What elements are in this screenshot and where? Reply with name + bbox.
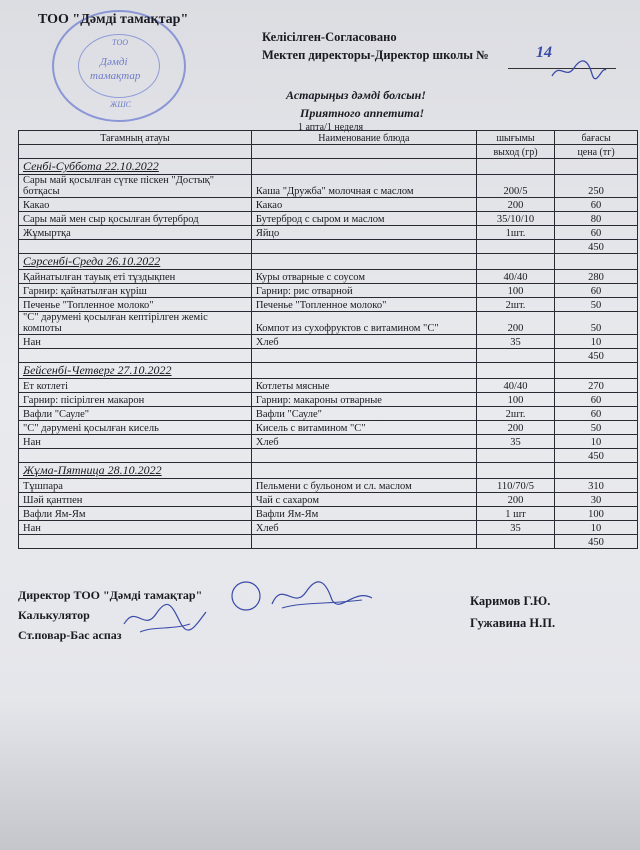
dish-name-ru: Хлеб <box>251 521 476 535</box>
dish-name-ru: Котлеты мясные <box>251 379 476 393</box>
dish-price: 50 <box>555 298 638 312</box>
dish-name-kz: Нан <box>19 521 252 535</box>
calculator-signature <box>120 600 210 640</box>
director-signature <box>548 56 608 84</box>
stamp-ring-bottom: ЖШС <box>110 100 132 109</box>
menu-row <box>19 270 638 284</box>
blank-cell <box>251 240 476 254</box>
shadow-overlay <box>0 700 640 850</box>
footer-signatures <box>222 574 382 634</box>
stamp-center-2: тамақтар <box>90 70 141 82</box>
blank-cell <box>476 159 554 175</box>
dish-price: 60 <box>555 198 638 212</box>
dish-name-kz: Сары май қосылған сүтке піскен "Достық" ботқасы <box>19 175 252 198</box>
dish-name-kz: Нан <box>19 335 252 349</box>
footer-calculator-label: Калькулятор <box>18 608 90 622</box>
dish-yield: 100 <box>476 393 554 407</box>
dish-name-ru: Хлеб <box>251 435 476 449</box>
dish-price: 280 <box>555 270 638 284</box>
blank-cell <box>555 254 638 270</box>
dish-name-kz: Жұмыртқа <box>19 226 252 240</box>
dish-yield: 2шт. <box>476 298 554 312</box>
day-total-row <box>19 240 638 254</box>
blank-cell <box>251 145 476 159</box>
dish-price: 50 <box>555 421 638 435</box>
menu-row <box>19 226 638 240</box>
dish-name-kz: Гарнир: пісірілген макарон <box>19 393 252 407</box>
blank-cell <box>476 240 554 254</box>
menu-row <box>19 479 638 493</box>
col-yield-kz: шығымы <box>476 131 554 145</box>
dish-name-ru: Вафли "Сауле" <box>251 407 476 421</box>
dish-name-ru: Какао <box>251 198 476 212</box>
menu-row <box>19 507 638 521</box>
dish-name-ru: Каша "Дружба" молочная с маслом <box>251 175 476 198</box>
dish-price: 60 <box>555 226 638 240</box>
blank-cell <box>251 363 476 379</box>
menu-row <box>19 493 638 507</box>
dish-yield: 40/40 <box>476 379 554 393</box>
day-title: Бейсенбі-Четверг 27.10.2022 <box>19 363 252 379</box>
dish-yield: 100 <box>476 284 554 298</box>
blank-cell <box>476 254 554 270</box>
dish-name-kz: Вафли Ям-Ям <box>19 507 252 521</box>
dish-name-kz: Гарнир: қайнатылған күріш <box>19 284 252 298</box>
wish-ru: Приятного аппетита! <box>300 106 425 120</box>
dish-name-ru: Бутерброд с сыром и маслом <box>251 212 476 226</box>
dish-name-kz: Печенье "Топленное молоко" <box>19 298 252 312</box>
dish-name-ru: Хлеб <box>251 335 476 349</box>
dish-name-kz: Какао <box>19 198 252 212</box>
dish-name-ru: Гарнир: макароны отварные <box>251 393 476 407</box>
menu-table <box>18 130 638 549</box>
menu-row <box>19 335 638 349</box>
dish-name-kz: "С" дәрумені қосылған кептірілген жеміс компоты <box>19 312 252 335</box>
day-title: Жұма-Пятница 28.10.2022 <box>19 463 252 479</box>
dish-price: 60 <box>555 407 638 421</box>
wish-kz: Астарыңыз дәмді болсын! <box>286 88 426 102</box>
dish-name-kz: Сары май мен сыр қосылған бутерброд <box>19 212 252 226</box>
dish-price: 30 <box>555 493 638 507</box>
dish-price: 310 <box>555 479 638 493</box>
dish-yield: 200 <box>476 421 554 435</box>
blank-cell <box>251 349 476 363</box>
dish-name-ru: Яйцо <box>251 226 476 240</box>
day-title-row <box>19 363 638 379</box>
blank-cell <box>251 463 476 479</box>
dish-yield: 200 <box>476 312 554 335</box>
dish-yield: 35 <box>476 335 554 349</box>
blank-cell <box>19 535 252 549</box>
day-title-row <box>19 254 638 270</box>
director-number: 14 <box>536 44 552 61</box>
dish-name-kz: "С" дәрумені қосылған кисель <box>19 421 252 435</box>
blank-cell <box>476 449 554 463</box>
dish-price: 10 <box>555 335 638 349</box>
dish-yield: 40/40 <box>476 270 554 284</box>
menu-row <box>19 198 638 212</box>
dish-yield: 2шт. <box>476 407 554 421</box>
blank-cell <box>19 145 252 159</box>
stamp-center-1: Дәмді <box>100 56 128 68</box>
day-total-row <box>19 535 638 549</box>
dish-price: 270 <box>555 379 638 393</box>
dish-name-ru: Пельмени с бульоном и сл. маслом <box>251 479 476 493</box>
menu-row <box>19 435 638 449</box>
day-title-row <box>19 463 638 479</box>
dish-name-ru: Чай с сахаром <box>251 493 476 507</box>
stamp-ring-top: ТОО <box>112 38 129 47</box>
dish-yield: 200 <box>476 493 554 507</box>
menu-row <box>19 407 638 421</box>
menu-row <box>19 421 638 435</box>
dish-price: 100 <box>555 507 638 521</box>
blank-cell <box>251 535 476 549</box>
dish-name-ru: Кисель с витамином "С" <box>251 421 476 435</box>
day-title: Сенбі-Суббота 22.10.2022 <box>19 159 252 175</box>
company-name: ТОО "Дәмді тамақтар" <box>38 12 189 27</box>
col-name-ru: Наименование блюда <box>251 131 476 145</box>
agreed-label: Келісілген-Согласовано <box>262 30 397 44</box>
dish-name-kz: Ет котлеті <box>19 379 252 393</box>
dish-price: 10 <box>555 521 638 535</box>
dish-yield: 110/70/5 <box>476 479 554 493</box>
blank-cell <box>19 349 252 363</box>
day-title-row <box>19 159 638 175</box>
dish-yield: 35 <box>476 521 554 535</box>
col-price-ru: цена (тг) <box>555 145 638 159</box>
blank-cell <box>555 159 638 175</box>
dish-yield: 35/10/10 <box>476 212 554 226</box>
blank-cell <box>555 363 638 379</box>
footer-cook-label: Ст.повар-Бас аспаз <box>18 628 122 642</box>
blank-cell <box>251 159 476 175</box>
dish-name-ru: Куры отварные с соусом <box>251 270 476 284</box>
dish-name-ru: Печенье "Топленное молоко" <box>251 298 476 312</box>
dish-price: 10 <box>555 435 638 449</box>
dish-price: 60 <box>555 284 638 298</box>
dish-name-kz: Нан <box>19 435 252 449</box>
col-price-kz: бағасы <box>555 131 638 145</box>
dish-name-ru: Компот из сухофруктов с витамином "С" <box>251 312 476 335</box>
header-row-2 <box>19 145 638 159</box>
footer-director-label: Директор ТОО "Дәмді тамақтар" <box>18 588 203 602</box>
col-name-kz: Тағамның атауы <box>19 131 252 145</box>
menu-row <box>19 212 638 226</box>
dish-name-ru: Гарнир: рис отварной <box>251 284 476 298</box>
menu-row <box>19 393 638 407</box>
header-row-1 <box>19 131 638 145</box>
blank-cell <box>251 449 476 463</box>
dish-price: 80 <box>555 212 638 226</box>
day-total: 450 <box>555 449 638 463</box>
dish-yield: 1 шт <box>476 507 554 521</box>
menu-row <box>19 284 638 298</box>
blank-cell <box>476 535 554 549</box>
blank-cell <box>555 463 638 479</box>
col-yield-ru: выход (гр) <box>476 145 554 159</box>
dish-name-kz: Қайнатылған тауық еті тұздықпен <box>19 270 252 284</box>
day-title: Сәрсенбі-Среда 26.10.2022 <box>19 254 252 270</box>
dish-price: 60 <box>555 393 638 407</box>
blank-cell <box>251 254 476 270</box>
blank-cell <box>19 449 252 463</box>
footer-director-name: Каримов Г.Ю. <box>470 594 551 608</box>
day-total: 450 <box>555 240 638 254</box>
dish-name-kz: Вафли "Сауле" <box>19 407 252 421</box>
day-total-row <box>19 349 638 363</box>
menu-row <box>19 312 638 335</box>
week-label: 1 апта/1 неделя <box>298 122 364 133</box>
dish-yield: 200/5 <box>476 175 554 198</box>
blank-cell <box>476 463 554 479</box>
blank-cell <box>476 349 554 363</box>
dish-yield: 35 <box>476 435 554 449</box>
dish-name-kz: Шәй қантпен <box>19 493 252 507</box>
menu-row <box>19 175 638 198</box>
director-label: Мектеп директоры-Директор школы № <box>262 48 489 62</box>
dish-yield: 1шт. <box>476 226 554 240</box>
blank-cell <box>476 363 554 379</box>
dish-name-kz: Тұшпара <box>19 479 252 493</box>
day-total-row <box>19 449 638 463</box>
dish-price: 250 <box>555 175 638 198</box>
menu-row <box>19 521 638 535</box>
day-total: 450 <box>555 349 638 363</box>
dish-yield: 200 <box>476 198 554 212</box>
footer-cook-name: Гужавина Н.П. <box>470 616 556 630</box>
menu-row <box>19 379 638 393</box>
day-total: 450 <box>555 535 638 549</box>
blank-cell <box>19 240 252 254</box>
menu-row <box>19 298 638 312</box>
dish-name-ru: Вафли Ям-Ям <box>251 507 476 521</box>
dish-price: 50 <box>555 312 638 335</box>
